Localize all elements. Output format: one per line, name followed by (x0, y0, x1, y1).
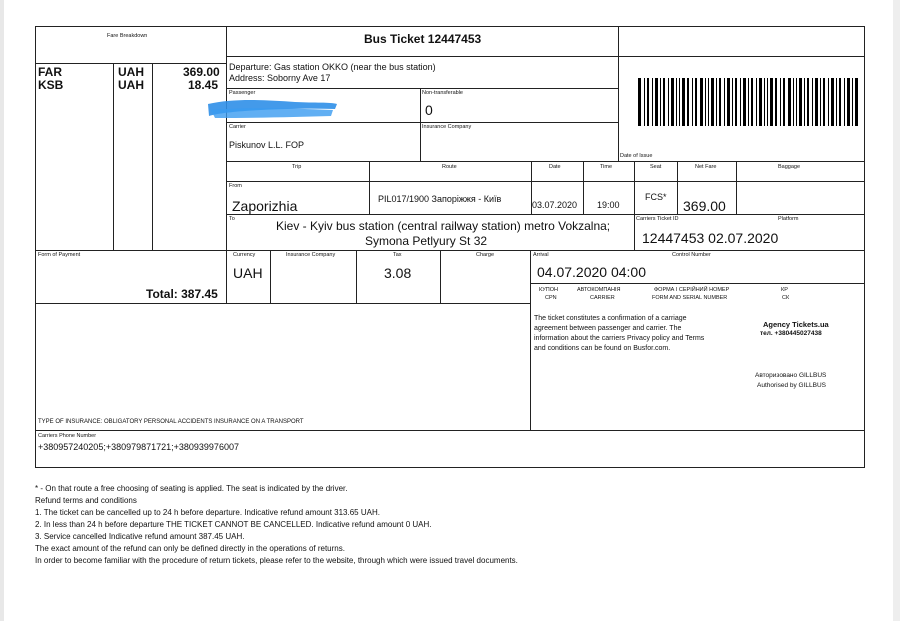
currency-value: UAH (233, 265, 263, 281)
agency-name: Agency Tickets.ua (763, 320, 829, 329)
authorised-en: Authorised by GILLBUS (757, 382, 827, 389)
footer-line-4: 2. In less than 24 h before departure THE TICKET CANNOT BE CANCELLED. Indicative refund amount 0 UAH. (35, 520, 432, 529)
notice-line-1: The ticket constitutes a confirmation of a carriage (534, 315, 687, 322)
fare-code-far: FAR (38, 65, 62, 79)
arrival-label: Arrival (533, 252, 549, 258)
to-line-2: Symona Petlyury St 32 (365, 234, 488, 248)
footer-line-3: 1. The ticket can be cancelled up to 24 h before departure. Indicative refund amount 313.65 UAH. (35, 508, 380, 517)
header-route: Route (442, 164, 457, 170)
date-value: 03.07.2020 (532, 200, 578, 210)
control-number-label: Control Number (672, 252, 711, 258)
carrier-value: Piskunov L.L. FOP (229, 140, 305, 150)
fare-amount-ksb: 18.45 (188, 78, 219, 92)
carriers-ticket-id-label: Carriers Ticket ID (636, 216, 679, 222)
coupon-col-3a: ФОРМА І СЕРІЙНИЙ НОМЕР (654, 287, 730, 293)
ticket-id-value: 12447453 02.07.2020 (642, 230, 779, 246)
platform-label: Platform (778, 216, 799, 222)
redaction-scribble (205, 96, 340, 122)
charge-label: Charge (476, 252, 495, 258)
date-of-issue-label: Date of Issue (620, 153, 653, 159)
route-value: PIL017/1900 Запоріжжя - Київ (378, 194, 502, 204)
fare-code-ksb: KSB (38, 78, 64, 92)
from-label: From (229, 183, 242, 189)
departure-line: Departure: Gas station OKKO (near the bus station) (229, 62, 436, 72)
authorised-ua: Авторизовано GILLBUS (755, 372, 827, 379)
passenger-label: Passenger (229, 90, 256, 96)
insurance-company-label-2: Insurance Company (286, 252, 336, 258)
barcode-icon (638, 78, 860, 126)
to-label: To (229, 216, 235, 222)
insurance-company-label: Insurance Company (422, 124, 472, 130)
to-line-1: Kiev - Kyiv bus station (central railway station) metro Vokzalna; (276, 219, 611, 233)
photo-edge-left (0, 0, 4, 621)
ticket-title: Bus Ticket 12447453 (364, 32, 482, 46)
coupon-col-1a: КУПОН (539, 287, 558, 293)
coupon-col-2b: CARRIER (590, 295, 615, 301)
seat-value: FCS* (645, 192, 667, 202)
insurance-type: TYPE OF INSURANCE: OBLIGATORY PERSONAL ACCIDENTS INSURANCE ON A TRANSPORT (38, 419, 304, 425)
from-value: Zaporizhia (232, 198, 298, 214)
agency-phone: тел. +380445027438 (760, 330, 822, 337)
footer-line-7: In order to become familiar with the procedure of return tickets, please refer to the website, through which were issued travel documents. (35, 556, 518, 565)
coupon-col-2a: АВТОКОМПАНІЯ (577, 287, 621, 293)
footer-line-6: The exact amount of the refund can only be defined directly in the operations of returns. (35, 544, 345, 553)
address-line: Address: Soborny Ave 17 (229, 73, 331, 83)
currency-label: Currency (233, 252, 256, 258)
time-value: 19:00 (597, 200, 620, 210)
carrier-label: Carrier (229, 124, 246, 130)
total-amount: Total: 387.45 (146, 287, 218, 301)
footer-line-2: Refund terms and conditions (35, 496, 137, 505)
fare-breakdown-label: Fare Breakdown (107, 33, 148, 39)
notice-line-4: and conditions can be found on Busfor.com. (534, 345, 671, 352)
coupon-col-1b: CPN (545, 295, 557, 301)
coupon-col-4a: КР (781, 287, 788, 293)
fare-currency-ksb: UAH (118, 78, 144, 92)
tax-label: Tax (393, 252, 402, 258)
notice-line-3: information about the carriers Privacy policy and Terms (534, 335, 705, 342)
carriers-phone-value: +380957240205;+380979871721;+380939976007 (38, 442, 239, 452)
header-net-fare: Net Fare (695, 164, 717, 170)
non-transferable-label: Non-transferable (422, 90, 463, 96)
form-of-payment-label: Form of Payment (38, 252, 81, 258)
tax-value: 3.08 (384, 265, 412, 281)
fare-currency-far: UAH (118, 65, 144, 79)
header-time: Time (600, 164, 613, 170)
net-fare-value: 369.00 (683, 198, 726, 214)
photo-edge-right (893, 0, 900, 621)
footer-line-1: * - On that route a free choosing of seating is applied. The seat is indicated by the driver. (35, 484, 348, 493)
coupon-col-3b: FORM AND SERIAL NUMBER (652, 295, 728, 301)
footer-line-5: 3. Service cancelled Indicative refund amount 387.45 UAH. (35, 532, 245, 541)
arrival-value: 04.07.2020 04:00 (537, 264, 646, 280)
fare-amount-far: 369.00 (183, 65, 220, 79)
header-seat: Seat (650, 164, 662, 170)
coupon-col-4b: СК (782, 295, 790, 301)
header-date: Date (549, 164, 561, 170)
notice-line-2: agreement between passenger and carrier. The (534, 325, 682, 332)
carriers-phone-label: Carriers Phone Number (38, 433, 97, 439)
header-trip: Trip (292, 164, 302, 170)
header-baggage: Baggage (778, 164, 801, 170)
non-transferable-value: 0 (425, 102, 433, 118)
